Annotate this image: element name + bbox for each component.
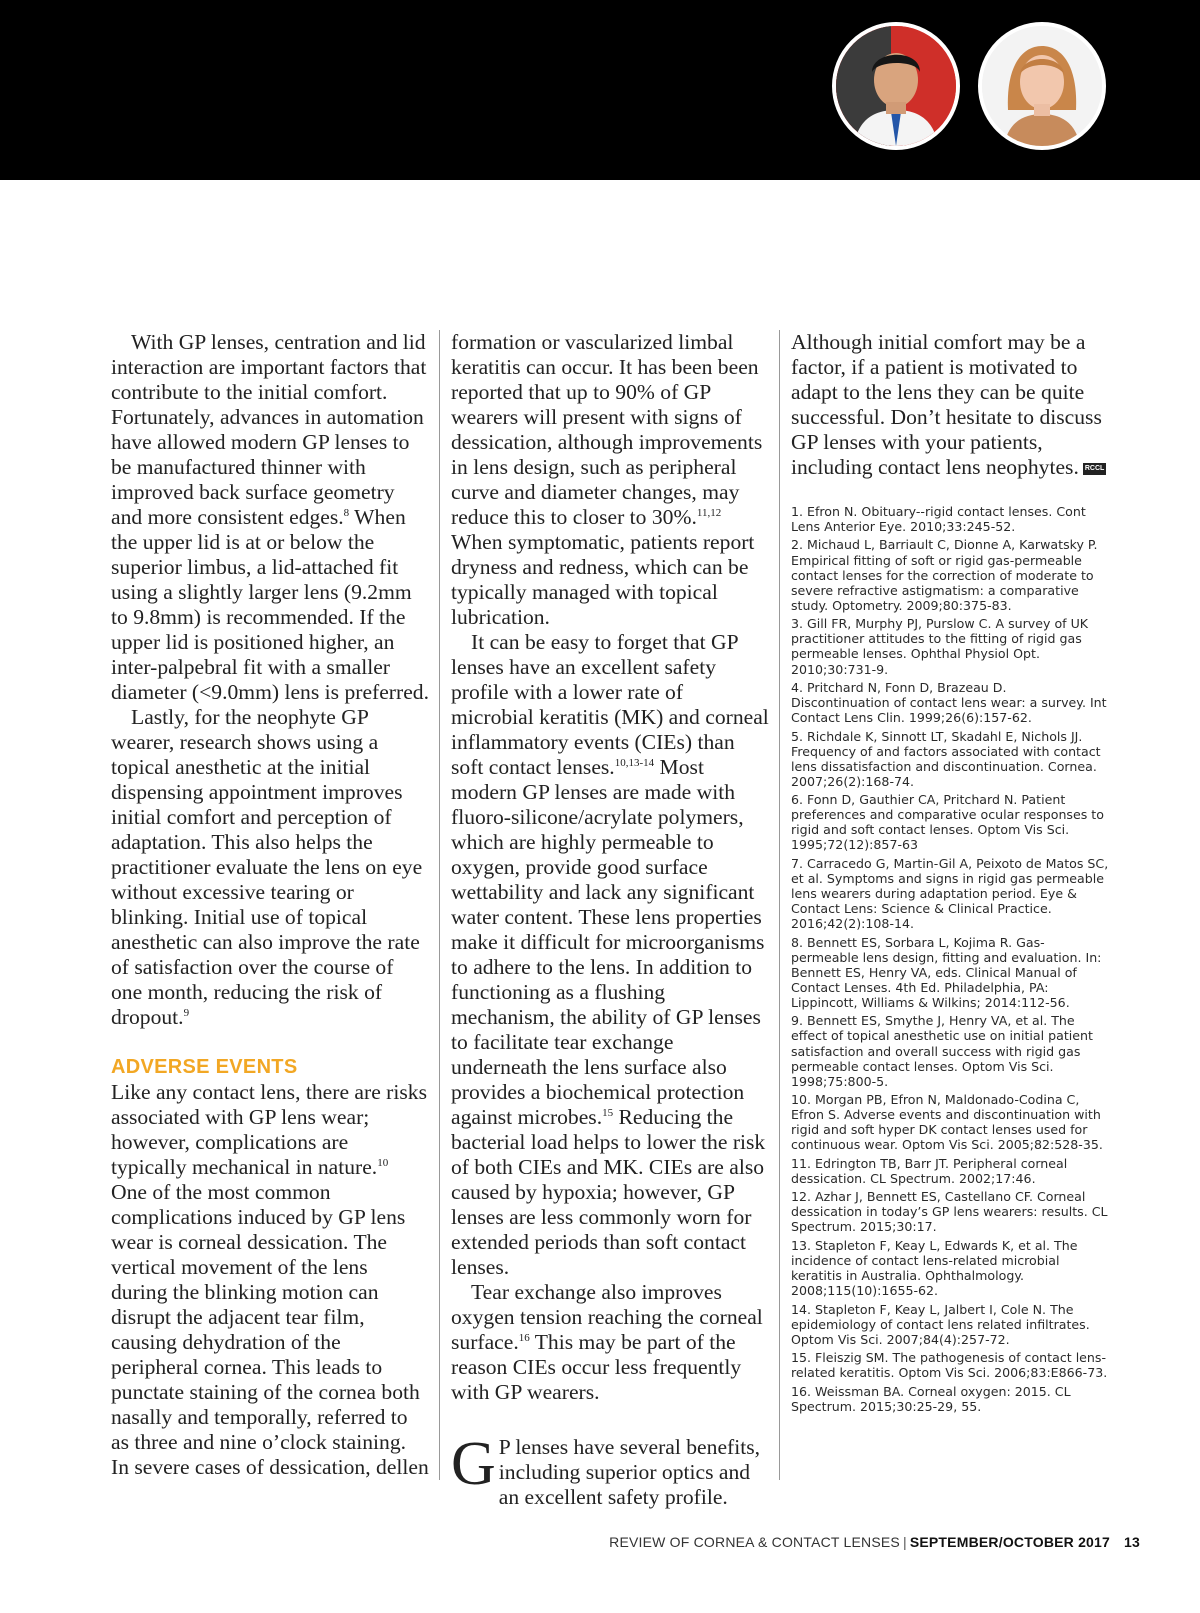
reference-item: 11. Edrington TB, Barr JT. Peripheral corneal dessication. CL Spectrum. 2002;17:46. (791, 1155, 1068, 1186)
reference-item: 10. Morgan PB, Efron N, Maldonado-Codina C, Efron S. Adverse events and discontinuation with rigid and soft hyper DK contact lenses used for continuous wear. Optom Vis Sci. 2005;82:528-35. (791, 1092, 1103, 1153)
paragraph-gp-centration: With GP lenses, centration and lid interaction are important factors that contribute to the initial comfort. Fortunately, advances in automation have allowed modern GP lenses to be manufactured thinner with improved back surface geometry and more consistent edges.$^8$ When the upper lid is at or below the superior limbus, a lid-attached fit using a slightly larger lens (9.2mm to 9.8mm) is recommended. If the upper lid is positioned higher, an inter-palpebral fit with a smaller diameter (<9.0mm) lens is preferred. (111, 330, 429, 704)
paragraph-tear-exchange: Tear exchange also improves oxygen tension reaching the corneal surface.$^{16}$ This may be part of the reason CIEs occur less frequently with GP wearers. (451, 1280, 763, 1404)
article-column-2 (451, 330, 769, 1510)
column-rule-1 (439, 330, 440, 1480)
reference-item: 12. Azhar J, Bennett ES, Castellano CF. Corneal dessication in today’s GP lens wearers: results. CL Spectrum. 2015;30:17. (791, 1189, 1108, 1235)
pull-quote-text: P lenses have several benefits, including superior optics and an excellent safety profile. (498, 1435, 761, 1509)
column-rule-2 (779, 330, 780, 1480)
author-photo-woman (978, 22, 1106, 150)
reference-item: 8. Bennett ES, Sorbara L, Kojima R. Gas-permeable lens design, fitting and evaluation. In: Bennett ES, Henry VA, eds. Clinical Manual of Contact Lenses. 4th Ed. Philadelphia, PA: Lippincott, Williams & Wilkins; 2014:112-56. (791, 934, 1102, 1010)
author-photo-man-graphic (836, 26, 956, 146)
reference-item: 2. Michaud L, Barriault C, Dionne A, Karwatsky P. Empirical fitting of soft or rigid gas-permeable contact lenses for the correction of moderate to severe refractive astigmatism: a comparative study. Optometry. 2009;80:375-83. (791, 537, 1098, 613)
reference-list (791, 504, 1109, 1414)
pull-quote (451, 1430, 769, 1510)
paragraph-safety-profile: It can be easy to forget that GP lenses have an excellent safety profile with a lower rate of microbial keratitis (MK) and corneal inflammatory events (CIEs) than soft contact lenses.$^{10,13-14}$ Most modern GP lenses are made with fluoro-silicone/acrylate polymers, which are highly permeable to oxygen, provide good surface wettability and lack any significant water content. These lens properties make it difficult for microorganisms to adhere to the lens. In addition to functioning as a flushing mechanism, the ability of GP lenses to facilitate tear exchange underneath the lens surface also provides a biochemical protection against microbes.$^{15}$ Reducing the bacterial load helps to lower the risk of both CIEs and MK. CIEs are also caused by hypoxia; however, GP lenses are less commonly worn for extended periods than soft contact lenses. (451, 630, 769, 1279)
reference-item: 7. Carracedo G, Martin-Gil A, Peixoto de Matos SC, et al. Symptoms and signs in rigid gas permeable lens wearers during adaptation period. Eye & Contact Lens: Science & Clinical Practice. 2016;42(2):108-14. (791, 855, 1109, 932)
reference-item: 13. Stapleton F, Keay L, Edwards K, et al. The incidence of contact lens-related microbial keratitis in Australia. Ophthalmology. 2008;115(10):1655-62. (791, 1237, 1078, 1299)
paragraph-topical-anesthetic: Lastly, for the neophyte GP wearer, research shows using a topical anesthetic at the initial dispensing appointment improves initial comfort and perception of adaptation. This also helps the practitioner evaluate the lens on eye without excessive tearing or blinking. Initial use of topical anesthetic can also improve the rate of satisfaction over the course of one month, reducing the risk of dropout.$^9$ (111, 705, 423, 1029)
section-heading-adverse-events: ADVERSE EVENTS (111, 1056, 298, 1078)
footer-publication: REVIEW OF CORNEA & CONTACT LENSES (609, 1534, 900, 1550)
page-footer (609, 1534, 1140, 1550)
reference-item: 1. Efron N. Obituary--rigid contact lenses. Cont Lens Anterior Eye. 2010;33:245-52. (791, 504, 1086, 535)
header-band (0, 0, 1200, 180)
author-photo-woman-graphic (982, 26, 1102, 146)
reference-item: 16. Weissman BA. Corneal oxygen: 2015. CL Spectrum. 2015;30:25-29, 55. (791, 1383, 1071, 1414)
reference-item: 15. Fleiszig SM. The pathogenesis of contact lens-related keratitis. Optom Vis Sci. 2006;83:E866-73. (791, 1350, 1108, 1381)
reference-item: 4. Pritchard N, Fonn D, Brazeau D. Discontinuation of contact lens wear: a survey. Int Contact Lens Clin. 1999;26(6):157-62. (791, 679, 1107, 726)
paragraph-conclusion: Although initial comfort may be a factor, if a patient is motivated to adapt to the lens they can be quite successful. Don’t hesitate to discuss GP lenses with your patients, including contact lens neophytes. RCCL (791, 330, 1105, 479)
pull-quote-drop-cap: G (451, 1430, 496, 1498)
article-column-1 (111, 330, 429, 1480)
paragraph-adverse-events: Like any contact lens, there are risks associated with GP lens wear; however, complications are typically mechanical in nature.$^{10}$ One of the most common complications induced by GP lens wear is corneal dessication. The vertical movement of the lens during the blinking motion can disrupt the adjacent tear film, causing dehydration of the peripheral cornea. This leads to punctate staining of the cornea both nasally and temporally, referred to as three and nine o’clock staining. In severe cases of dessication, dellen (111, 1080, 429, 1479)
author-photo-man (832, 22, 960, 150)
article-column-3 (791, 330, 1109, 1417)
footer-separator: | (902, 1534, 907, 1550)
footer-issue: SEPTEMBER/OCTOBER 2017 (909, 1534, 1111, 1550)
reference-item: 3. Gill FR, Murphy PJ, Purslow C. A survey of UK practitioner attitudes to the fitting of rigid gas permeable lenses. Ophthal Physiol Opt. 2010;30:731-9. (791, 616, 1089, 677)
reference-item: 6. Fonn D, Gauthier CA, Pritchard N. Patient preferences and comparative ocular responses to rigid and soft contact lenses. Optom Vis Sci. 1995;72(12):857-63 (791, 792, 1104, 853)
paragraph-dessication: formation or vascularized limbal keratitis can occur. It has been been reported that up to 90% of GP wearers will present with signs of dessication, although improvements in lens design, such as peripheral curve and diameter changes, may reduce this to closer to 30%.$^{11,12}$ When symptomatic, patients report dryness and redness, which can be typically managed with topical lubrication. (451, 330, 763, 629)
reference-item: 9. Bennett ES, Smythe J, Henry VA, et al. The effect of topical anesthetic use on initial patient satisfaction and overall success with rigid gas permeable contact lenses. Optom Vis Sci. 1998;75:800-5. (791, 1013, 1093, 1089)
reference-item: 14. Stapleton F, Keay L, Jalbert I, Cole N. The epidemiology of contact lens related infiltrates. Optom Vis Sci. 2007;84(4):257-72. (791, 1301, 1090, 1347)
page-number: 13 (1124, 1534, 1140, 1550)
end-of-article-mark: RCCL (1083, 463, 1106, 475)
reference-item: 5. Richdale K, Sinnott LT, Skadahl E, Nichols JJ. Frequency of and factors associated with contact lens dissatisfaction and discontinuation. Cornea. 2007;26(2):168-74. (791, 728, 1101, 789)
